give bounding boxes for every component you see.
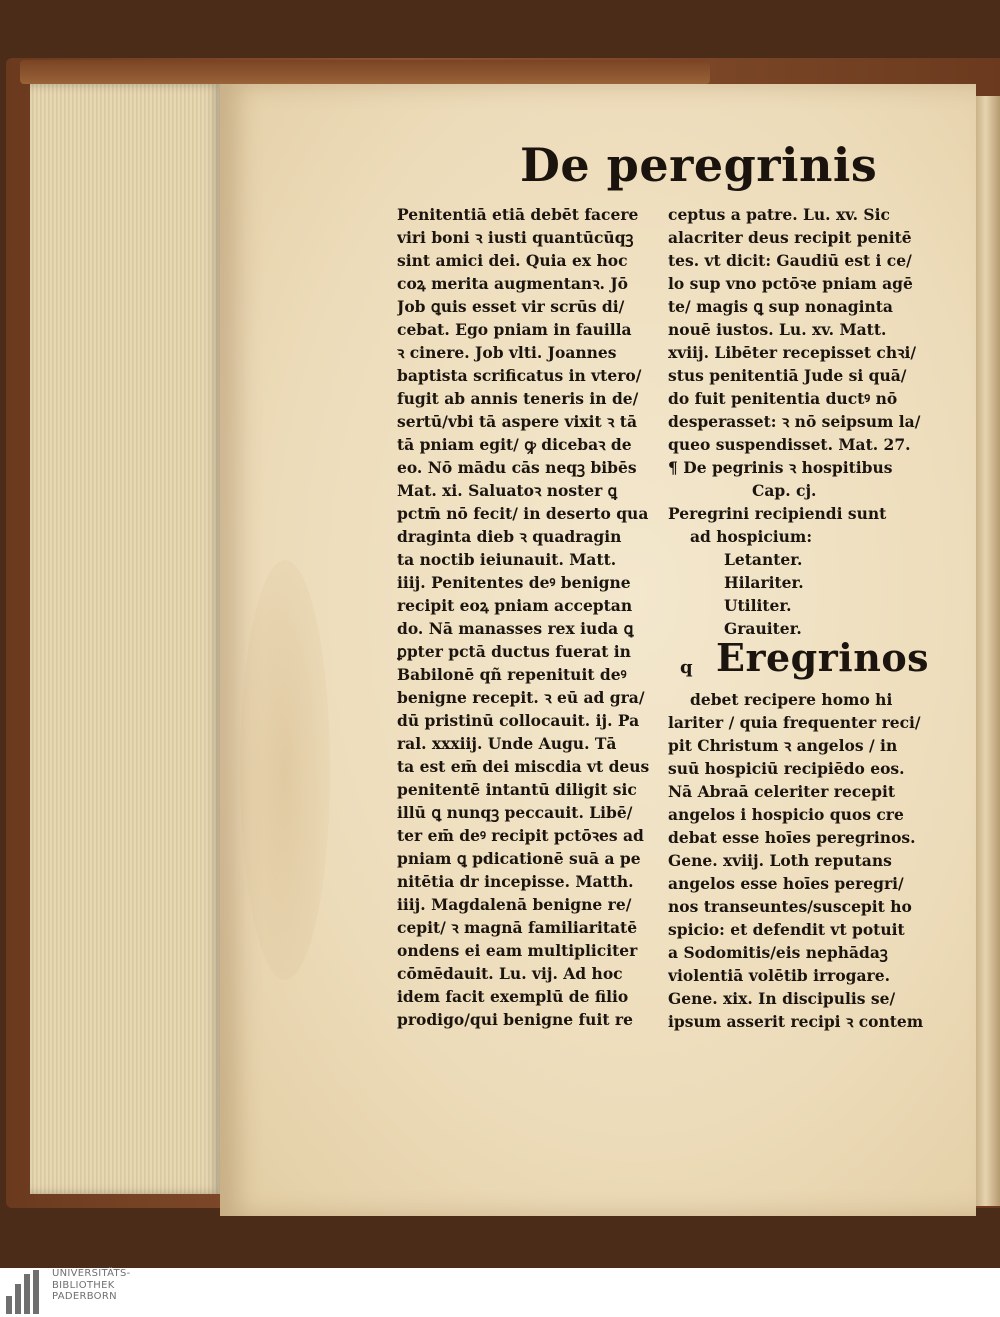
- text-line: pctm̄ nō fecit/ in deserto qua: [397, 504, 649, 523]
- text-line: eo. Nō mādu cās neqꝫ bibēs: [397, 458, 637, 477]
- text-line: ꝑpter pctā ductus fuerat in: [397, 642, 631, 661]
- heading-line-2: ad hospicium:: [690, 527, 813, 546]
- text-line: coꝝ merita augmentanꝛ. Jō: [397, 274, 629, 293]
- heading-line-1: Peregrini recipiendi sunt: [668, 504, 887, 523]
- page-edges: [30, 84, 222, 1194]
- text-line: cepit/ ꝛ magnā familiaritatē: [397, 918, 638, 937]
- manner-item: Letanter.: [724, 550, 803, 569]
- water-stain: [240, 560, 330, 980]
- text-line: tā pniam egit/ ꝙ dicebaꝛ de: [397, 435, 632, 454]
- logo-line-2: BIBLIOTHEK: [52, 1279, 115, 1291]
- text-line: xviij. Libēter recepisset chꝛi/: [668, 343, 917, 362]
- text-line: sertū/vbi tā aspere vixit ꝛ tā: [397, 412, 637, 431]
- library-logo-icon: [4, 1270, 48, 1314]
- text-line: ceptus a patre. Lu. xv. Sic: [668, 205, 890, 224]
- text-line: alacriter deus recipit penitē: [668, 228, 912, 247]
- page-title: De peregrinis: [520, 138, 878, 192]
- manner-item: Utiliter.: [724, 596, 792, 615]
- text-line: queo suspendisset. Mat. 27.: [668, 435, 911, 454]
- text-line: pniam ꝗ pdicationē suā a pe: [397, 849, 641, 868]
- right-column-bottom-text: [668, 688, 928, 1033]
- drop-cap-word: Eregrinos: [716, 635, 930, 680]
- text-line: draginta dieb ꝛ quadragin: [397, 527, 622, 546]
- text-line: cebat. Ego pniam in fauilla: [397, 320, 632, 339]
- text-line: recipit eoꝝ pniam acceptan: [397, 596, 633, 615]
- text-line: te/ magis ꝗ sup nonaginta: [668, 297, 893, 316]
- text-line: Babilonē qñ repenituit deꝰ: [397, 665, 627, 684]
- text-line: ipsum asserit recipi ꝛ contem: [668, 1012, 924, 1031]
- text-line: debet recipere homo hi: [690, 690, 893, 709]
- text-line: Job ꝗuis esset vir scrūs di/: [397, 297, 625, 316]
- text-line: do. Nā manasses rex iuda ꝗ: [397, 619, 634, 638]
- text-line: debat esse hoīes peregrinos.: [668, 828, 916, 847]
- text-line: viri boni ꝛ iusti quantūcūqꝫ: [397, 228, 634, 247]
- text-line: baptista scrificatus in vtero/: [397, 366, 642, 385]
- library-logo-text: [52, 1268, 252, 1303]
- text-line: nouē iustos. Lu. xv. Matt.: [668, 320, 887, 339]
- text-line: ta noctib ieiunauit. Matt.: [397, 550, 617, 569]
- text-line: stus penitentiā Jude si quā/: [668, 366, 907, 385]
- text-line: iiij. Magdalenā benigne re/: [397, 895, 632, 914]
- text-line: prodigo/qui benigne fuit re: [397, 1010, 633, 1029]
- logo-line-1: UNIVERSITÄTS-: [52, 1268, 131, 1279]
- text-line: violentiā volētib irrogare.: [668, 966, 890, 985]
- cover-top-edge: [20, 60, 710, 84]
- manner-item: Grauiter.: [724, 619, 802, 638]
- text-line: ¶ De pegrinis ꝛ hospitibus: [668, 458, 893, 477]
- text-line: ter em̄ deꝰ recipit pctōꝛes ad: [397, 826, 644, 845]
- text-line: nos transeuntes/suscepit ho: [668, 897, 912, 916]
- text-line: pit Christum ꝛ angelos / in: [668, 736, 898, 755]
- text-line: angelos esse hoīes peregri/: [668, 874, 904, 893]
- text-line: illū ꝗ nunqꝫ peccauit. Libē/: [397, 803, 633, 822]
- text-line: desperasset: ꝛ nō seipsum la/: [668, 412, 921, 431]
- right-column: [668, 203, 928, 1033]
- left-column: [397, 203, 659, 1031]
- text-line: angelos i hospicio quos cre: [668, 805, 904, 824]
- text-line: do fuit penitentia ductꝰ nō: [668, 389, 898, 408]
- text-line: lo sup vno pctōꝛe pniam agē: [668, 274, 913, 293]
- text-line: Gene. xix. In discipulis se/: [668, 989, 896, 1008]
- right-column-top-text: [668, 203, 928, 479]
- drop-cap-heading: [668, 635, 930, 688]
- text-line: penitentē intantū diligit sic: [397, 780, 637, 799]
- text-line: iiij. Penitentes deꝰ benigne: [397, 573, 631, 592]
- drop-cap-guide-letter: q: [680, 657, 693, 678]
- text-line: ondens ei eam multipliciter: [397, 941, 638, 960]
- text-line: Mat. xi. Saluatoꝛ noster ꝗ: [397, 481, 618, 500]
- text-line: Nā Abraā celeriter recepit: [668, 782, 896, 801]
- text-line: idem facit exemplū de filio: [397, 987, 629, 1006]
- text-line: ral. xxxiij. Unde Augu. Tā: [397, 734, 617, 753]
- text-line: Gene. xviij. Loth reputans: [668, 851, 892, 870]
- logo-line-3: PADERBORN: [52, 1291, 117, 1302]
- manner-item: Hilariter.: [724, 573, 804, 592]
- text-line: suū hospiciū recipiēdo eos.: [668, 759, 905, 778]
- text-line: benigne recepit. ꝛ eū ad gra/: [397, 688, 645, 707]
- text-line: nitētia dr incepisse. Matth.: [397, 872, 634, 891]
- text-line: sint amici dei. Quia ex hoc: [397, 251, 628, 270]
- text-line: ta est em̄ dei miscdia vt deus: [397, 757, 650, 776]
- text-line: dū pristinū collocauit. ij. Pa: [397, 711, 640, 730]
- text-line: tes. vt dicit: Gaudiū est i ce/: [668, 251, 912, 270]
- facing-page-edge: [976, 96, 1000, 1206]
- text-line: fugit ab annis teneris in de/: [397, 389, 639, 408]
- text-line: lariter / quia frequenter reci/: [668, 713, 921, 732]
- text-line: Penitentiā etiā debēt facere: [397, 205, 639, 224]
- text-line: a Sodomitis/eis nephādaꝫ: [668, 943, 888, 962]
- text-line: ꝛ cinere. Job vlti. Joannes: [397, 343, 617, 362]
- text-line: cōmēdauit. Lu. vij. Ad hoc: [397, 964, 623, 983]
- text-line: spicio: et defendit vt potuit: [668, 920, 905, 939]
- chapter-number: Cap. cj.: [752, 481, 817, 500]
